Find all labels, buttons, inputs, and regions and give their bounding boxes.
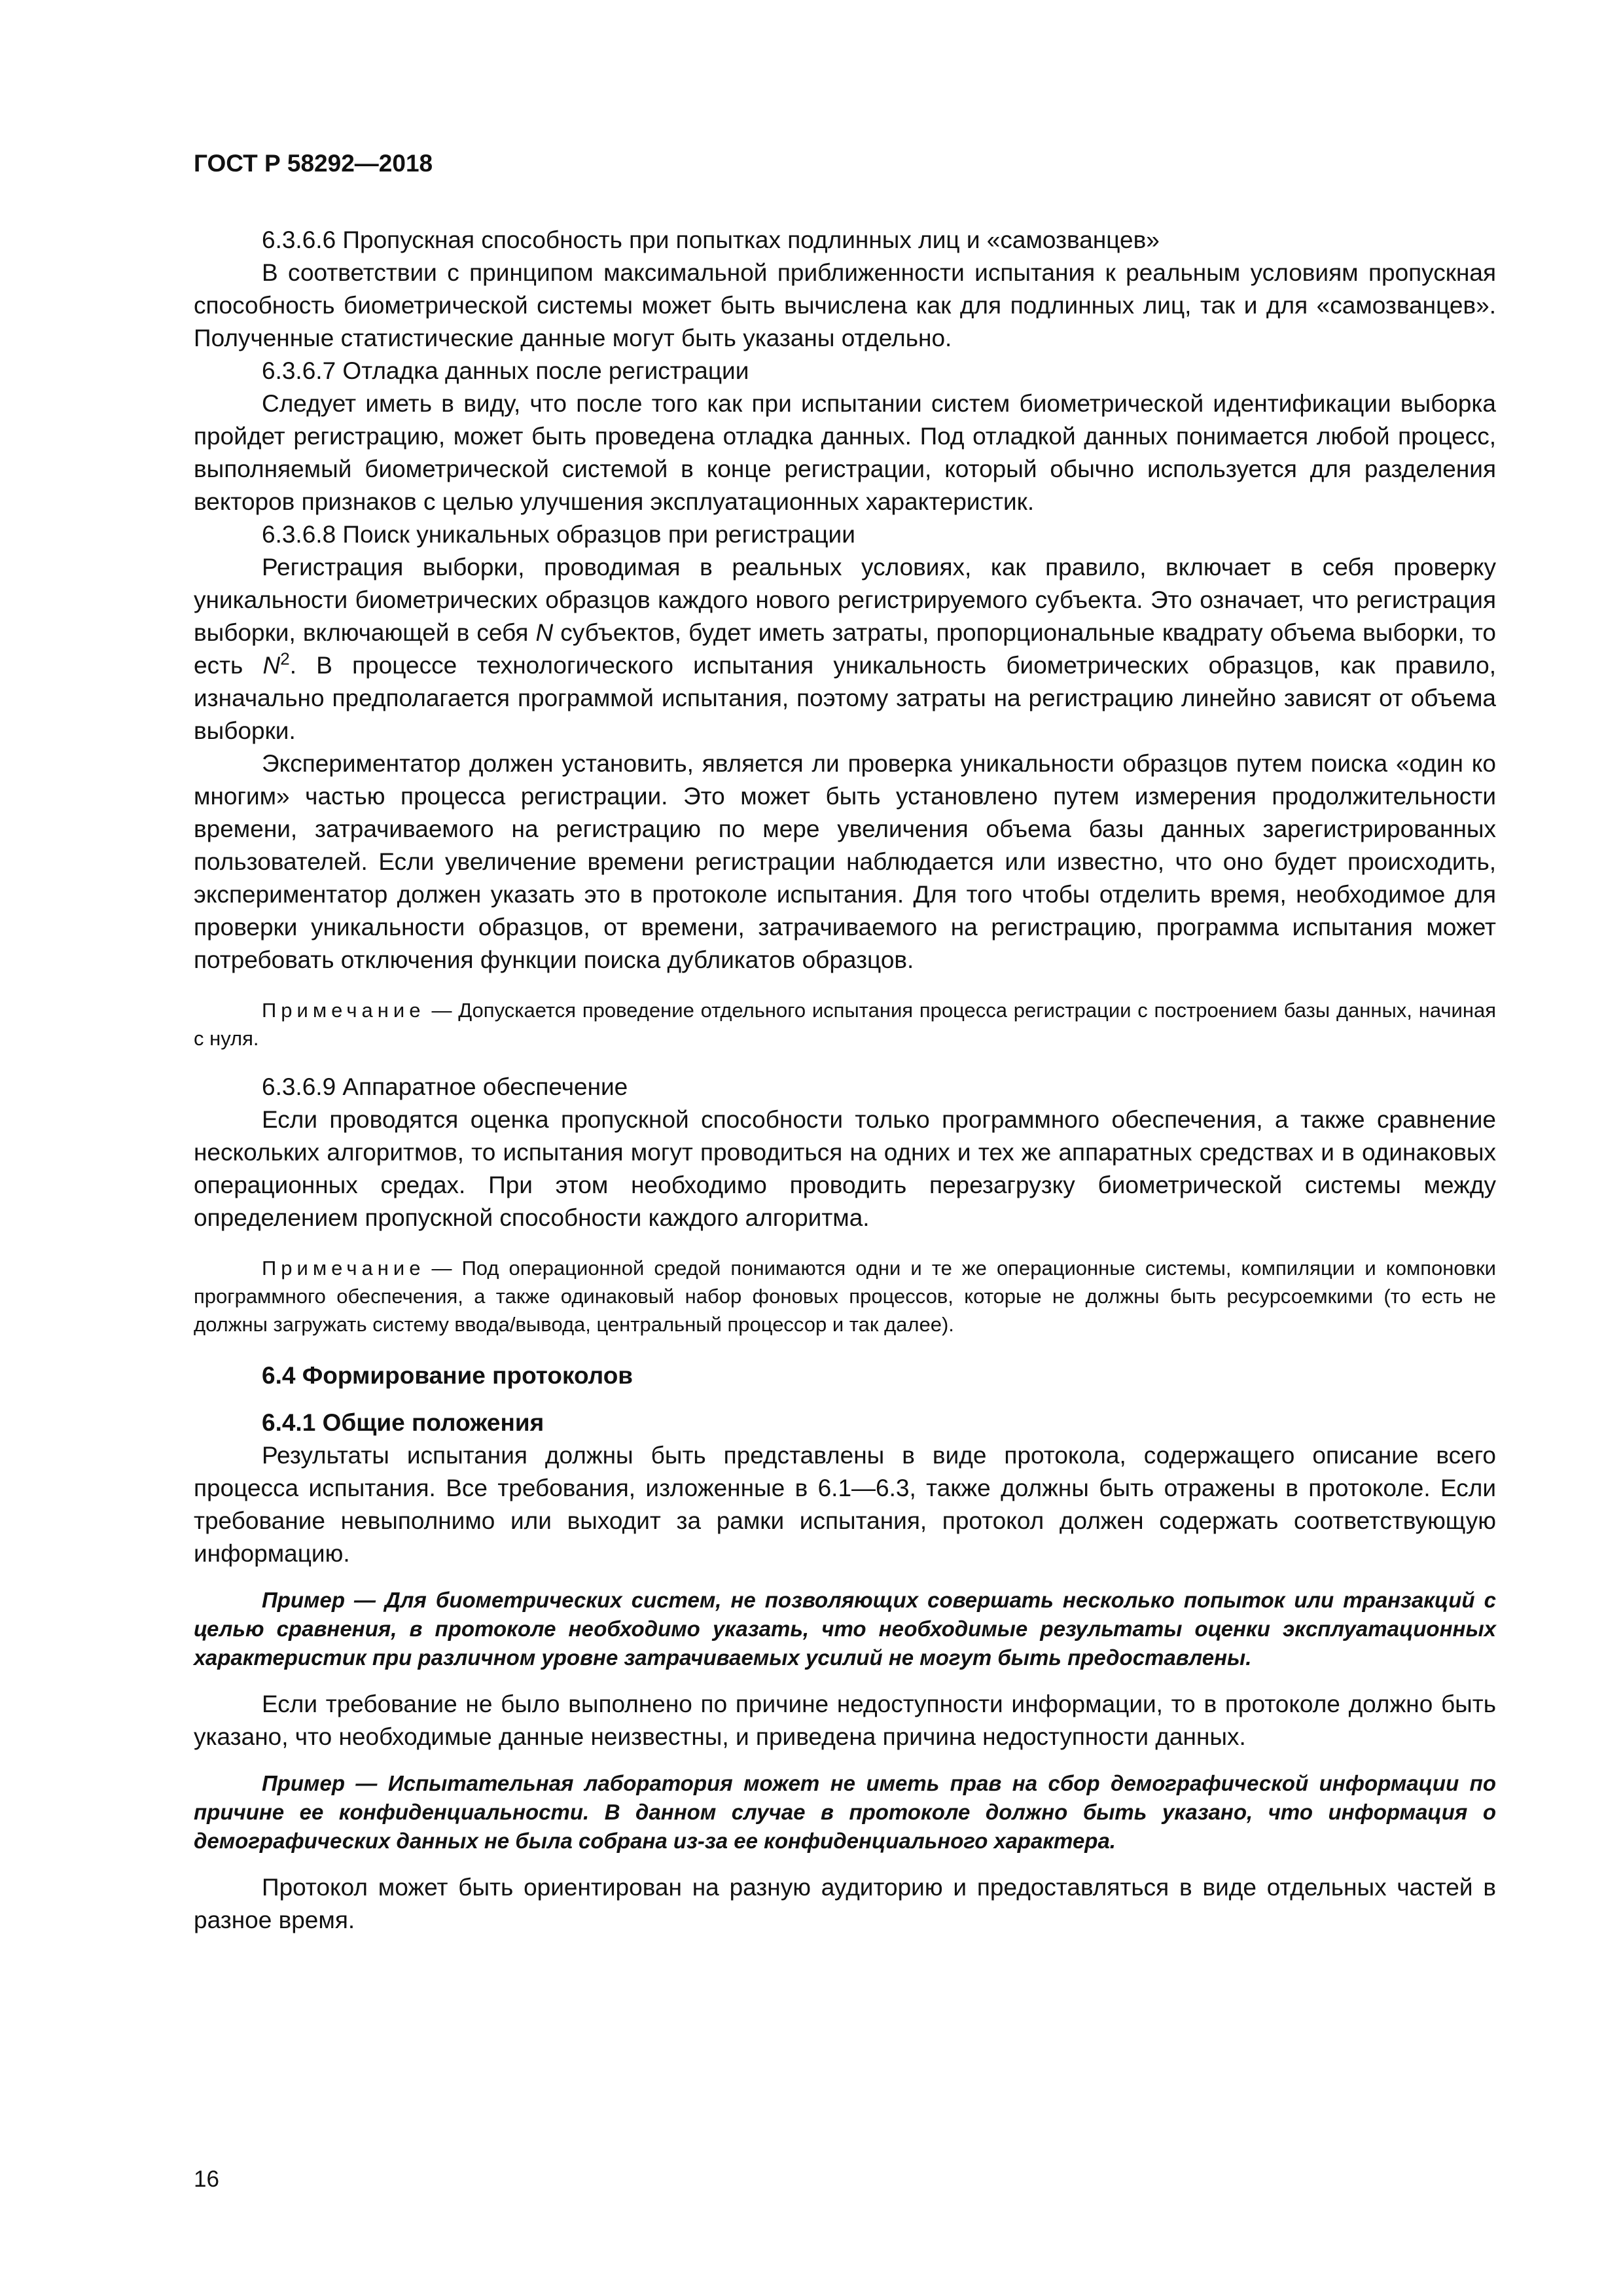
math-variable: N <box>535 619 554 646</box>
document-page <box>194 149 1496 1937</box>
note-label: Примечание <box>262 999 425 1022</box>
body-paragraph: Следует иметь в виду, что после того как при испытании систем биометрической идентификации выборка пройдет регистрацию, может быть проведена отладка данных. Под отладкой данных понимается любой процесс, выполняемый биометрической системой в конце регистрации, который обычно используется для разделения векторов признаков с целью улучшения эксплуатационных характеристик. <box>194 390 1496 515</box>
body-paragraph <box>194 551 1496 747</box>
note-text: — Под операционной средой понимаются одни и те же операционные системы, компиляции и компоновки программного обеспечения, а также одинаковый набор фоновых процессов, которые не должны быть ресурсоемкими (то есть не должны загружать систему ввода/вывода, центральный процессор и так далее). <box>194 1257 1496 1336</box>
math-variable: N <box>262 652 281 679</box>
body-paragraph: Экспериментатор должен установить, является ли проверка уникальности образцов путем поиска «один ко многим» частью процесса регистрации. Это может быть установлено путем измерения продолжительности времени, затрачиваемого на регистрацию по мере увеличения объема базы данных зарегистрированных пользователей. Если увеличение времени регистрации наблюдается или известно, что оно будет происходить, экспериментатор должен указать это в протоколе испытания. Для того чтобы отделить время, необходимое для проверки уникальности образцов, от времени, затрачиваемого на регистрацию, программа испытания может потребовать отключения функции поиска дубликатов образцов. <box>194 750 1496 973</box>
page-number: 16 <box>194 2166 219 2192</box>
paragraph-text: Регистрация выборки, проводимая в реальных условиях, как правило, включает в себя проверку уникальности биометрических образцов каждого нового регистрируемого субъекта. Это означает, что регистрация выборки, включающей в себя <box>194 554 1496 646</box>
body-paragraph: 6.3.6.6 Пропускная способность при попытках подлинных лиц и «самозванцев» <box>262 226 1160 253</box>
body-paragraph: 6.3.6.8 Поиск уникальных образцов при регистрации <box>262 521 855 548</box>
note-label: Примечание <box>262 1257 425 1280</box>
note-paragraph <box>194 996 1496 1052</box>
superscript: 2 <box>280 649 290 669</box>
paragraph-text: . В процессе технологического испытания уникальность биометрических образцов, как правило, изначально предполагается программой испытания, поэтому затраты на регистрацию линейно зависят от объема выборки. <box>194 652 1496 744</box>
example-paragraph: Пример — Испытательная лаборатория может не иметь прав на сбор демографической информации по причине ее конфиденциальности. В данном случае в протоколе должно быть указано, что информация о демографических данных не была собрана из-за ее конфиденциального характера. <box>194 1771 1496 1853</box>
body-paragraph: Протокол может быть ориентирован на разную аудиторию и предоставляться в виде отдельных частей в разное время. <box>194 1874 1496 1933</box>
note-text: — Допускается проведение отдельного испытания процесса регистрации с построением базы данных, начиная с нуля. <box>194 999 1496 1050</box>
body-paragraph: 6.3.6.7 Отладка данных после регистрации <box>262 357 749 384</box>
body-paragraph: Результаты испытания должны быть представлены в виде протокола, содержащего описание всего процесса испытания. Все требования, изложенные в 6.1—6.3, также должны быть отражены в протоколе. Если требование невыполнимо или выходит за рамки испытания, протокол должен содержать соответствующую информацию. <box>194 1442 1496 1567</box>
document-body <box>194 224 1496 1937</box>
body-paragraph: Если требование не было выполнено по причине недоступности информации, то в протоколе должно быть указано, что необходимые данные неизвестны, и приведена причина недоступности данных. <box>194 1691 1496 1750</box>
body-paragraph: 6.3.6.9 Аппаратное обеспечение <box>262 1073 628 1100</box>
body-paragraph: Если проводятся оценка пропускной способности только программного обеспечения, а также сравнение нескольких алгоритмов, то испытания могут проводиться на одних и тех же аппаратных средствах и в одинаковых операционных средах. При этом необходимо проводить перезагрузку биометрической системы между определением пропускной способности каждого алгоритма. <box>194 1106 1496 1231</box>
example-paragraph: Пример — Для биометрических систем, не позволяющих совершать несколько попыток или транзакций с целью сравнения, в протоколе необходимо указать, что необходимые результаты оценки эксплуатационных характеристик при различном уровне затрачиваемых усилий не могут быть предоставлены. <box>194 1588 1496 1670</box>
note-paragraph <box>194 1254 1496 1338</box>
document-header: ГОСТ Р 58292—2018 <box>194 150 433 177</box>
body-paragraph: В соответствии с принципом максимальной приближенности испытания к реальным условиям пропускная способность биометрической системы может быть вычислена как для подлинных лиц, так и для «самозванцев». Полученные статистические данные могут быть указаны отдельно. <box>194 259 1496 351</box>
paragraph-text: субъектов, будет иметь затраты, пропорциональные квадрату объема выборки, то есть <box>194 619 1496 679</box>
section-heading: 6.4 Формирование протоколов <box>262 1362 633 1389</box>
section-heading: 6.4.1 Общие положения <box>262 1409 544 1436</box>
